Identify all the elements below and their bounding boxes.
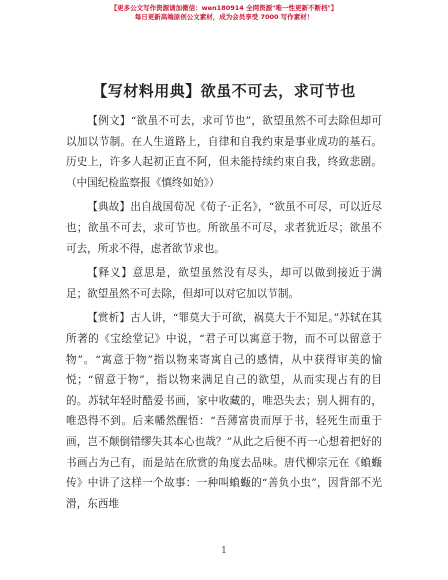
paragraph-text: 出自战国荀况《荀子·正名》，“欲虽不可尽，可以近尽也；欲虽不可去，求可节也。所欲虽不可尽，求者犹近尽；欲虽不可去，所求不得，虑者欲节求也。 [66,201,383,255]
paragraph-allusion [66,197,382,259]
paragraph-text: 古人讲，“罪莫大于可欲，祸莫大于不知足。”苏轼在其所著的《宝绘堂记》中说，“君子可以寓意于物，而不可以留意于物”。“寓意于物”指以物来寄寓自己的感情，从中获得审美的愉悦；“留意于物”，指以物来满足自己的欲望，从而实现占有的目的。苏轼年轻时酷爱书画，家中收藏的，唯恐失去；别人拥有的，唯恐得不到。后来幡然醒悟：“吾薄富贵而厚于书，轻死生而重于画，岂不颠倒错缪失其本心也哉？”从此之后便不再一心想着把好的书画占为己有，而是站在欣赏的角度去品味。唐代柳宗元在《蝜蝂传》中讲了这样一个故事：一种叫蝜蝂的“善负小虫”，因背部不光滑，东西堆 [66,312,383,510]
paragraph-text: 意思是，欲望虽然没有尽头，却可以做到接近于满足；欲望虽然不可去除，但却可以对它加以节制。 [66,267,383,300]
paragraph-appreciation [66,308,382,514]
banner-line-1: 【更多公文写作资源请加微信：wen180914 全网资源"唯一性更新不断档"】 [110,4,338,12]
paragraph-tag: 【赏析】 [87,312,131,325]
document-body [66,80,382,518]
paragraph-tag: 【典故】 [87,201,131,214]
banner-line-2: 每日更新高端原创公文素材，成为会员享受 7000 写作素材！ [134,13,314,21]
page-title: 【写材料用典】欲虽不可去，求可节也 [92,82,356,100]
header-banner [0,4,448,22]
paragraph-example [66,111,382,193]
paragraph-tag: 【释义】 [87,267,133,280]
paragraph-meaning [66,263,382,304]
paragraph-text: “欲虽不可去，求可节也”，欲望虽然不可去除但却可以加以节制。在人生道路上，自律和自我约束是事业成功的基石。历史上，许多人起初正直不阿，但未能持续约束自我，终致悲剧。（中国纪检监察报《慎终如始》） [66,115,382,189]
page-number: 1 [221,546,227,556]
paragraph-tag: 【例文】 [87,115,131,127]
